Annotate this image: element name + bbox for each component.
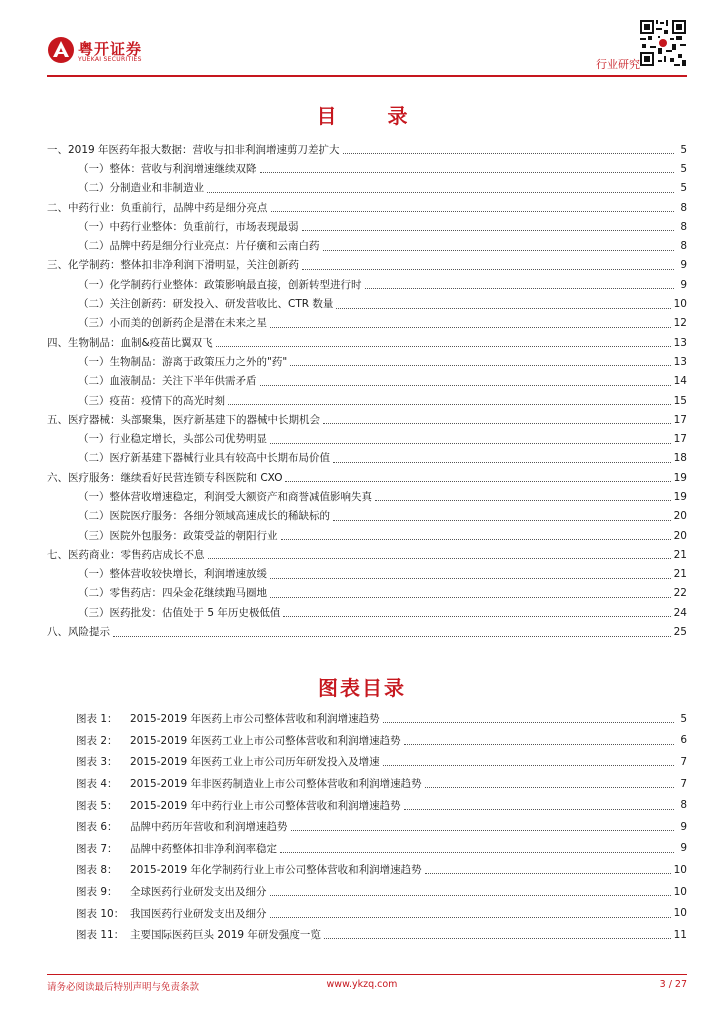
toc-subsection-entry[interactable] (47, 352, 687, 371)
toc-entry-page: 13 (673, 355, 687, 368)
figure-title: 品牌中药历年营收和利润增速趋势 (130, 821, 288, 834)
toc-entry-text: 七、医药商业：零售药店成长不息 (47, 548, 205, 561)
toc-entry-page: 19 (673, 490, 687, 503)
toc-entry-text: （三）疫苗：疫情下的高光时刻 (78, 394, 225, 407)
toc-entry-page: 21 (673, 548, 687, 561)
toc-entry-page: 10 (673, 298, 687, 311)
toc-entry-page: 25 (673, 626, 687, 639)
figure-label: 图表 11： (76, 929, 125, 942)
toc-entry-page: 20 (673, 510, 687, 523)
toc-leader-dots (302, 222, 675, 231)
page-number: 3 / 27 (659, 979, 687, 990)
toc-entry-text: 八、风险提示 (47, 626, 110, 639)
toc-subsection-entry[interactable] (47, 372, 687, 391)
toc-leader-dots (333, 454, 671, 463)
toc-section-entry[interactable] (47, 468, 687, 487)
figure-label: 图表 9： (76, 886, 118, 899)
figure-list-entry[interactable] (76, 902, 687, 924)
toc-leader-dots (208, 550, 671, 559)
toc-entry-text: 四、生物制品：血制&疫苗比翼双飞 (47, 336, 213, 349)
toc-leader-dots (270, 589, 671, 598)
toc-entry-page: 9 (680, 278, 687, 291)
toc-entry-page: 17 (673, 433, 687, 446)
figure-page: 10 (673, 885, 687, 898)
toc-section-entry[interactable] (47, 622, 687, 641)
figure-page: 8 (680, 799, 687, 812)
figure-list-entry[interactable] (76, 730, 687, 752)
toc-entry-text: 三、化学制药：整体扣非净利润下滑明显，关注创新药 (47, 259, 299, 272)
toc-leader-dots (283, 608, 670, 617)
figure-list-entry[interactable] (76, 751, 687, 773)
toc-entry-page: 5 (680, 162, 687, 175)
toc-section-entry[interactable] (47, 140, 687, 159)
figure-label: 图表 4： (76, 778, 118, 791)
toc-entry-text: （一）整体：营收与利润增速继续双降 (78, 162, 257, 175)
toc-entry-page: 8 (680, 201, 687, 214)
toc-subsection-entry[interactable] (47, 179, 687, 198)
toc-entry-page: 15 (673, 394, 687, 407)
toc-entry-text: （三）小而美的创新药企是潜在未来之星 (78, 317, 267, 330)
footer-website[interactable]: www.ykzq.com (326, 979, 398, 990)
toc-leader-dots (285, 473, 670, 482)
figure-title: 2015-2019 年医药工业上市公司历年研发投入及增速 (130, 756, 380, 769)
toc-leader-dots (207, 184, 674, 193)
toc-entry-text: （二）医院医疗服务：各细分领域高速成长的稀缺标的 (78, 510, 330, 523)
figure-label: 图表 6： (76, 821, 118, 834)
figure-label: 图表 2： (76, 734, 118, 747)
toc-subsection-entry[interactable] (47, 584, 687, 603)
figure-leader-dots (425, 865, 671, 874)
toc-subsection-entry[interactable] (47, 507, 687, 526)
toc-entry-text: （一）整体营收较快增长，利润增速放缓 (78, 568, 267, 581)
toc-subsection-entry[interactable] (47, 294, 687, 313)
figure-leader-dots (280, 844, 674, 853)
figure-page: 6 (680, 734, 687, 747)
toc-entry-page: 21 (673, 568, 687, 581)
toc-entry-text: （三）医药批发：估值处于 5 年历史极低值 (78, 606, 281, 619)
toc-entry-page: 12 (673, 317, 687, 330)
figure-list-entry[interactable] (76, 708, 687, 730)
toc-leader-dots (323, 415, 671, 424)
yuekai-logo-icon (47, 36, 75, 64)
toc-entry-page: 5 (680, 143, 687, 156)
figure-page: 10 (673, 907, 687, 920)
toc-entry-text: （一）化学制药行业整体：政策影响最直接，创新转型进行时 (78, 278, 362, 291)
figure-leader-dots (324, 930, 671, 939)
toc-subsection-entry[interactable] (47, 217, 687, 236)
toc-leader-dots (113, 628, 671, 637)
toc-entry-text: （三）医院外包服务：政策受益的朝阳行业 (78, 529, 278, 542)
toc-entry-text: （一）生物制品：游离于政策压力之外的"药" (78, 355, 288, 368)
table-of-contents (47, 140, 687, 642)
toc-leader-dots (270, 319, 671, 328)
figure-list-entry[interactable] (76, 924, 687, 946)
toc-entry-page: 19 (673, 471, 687, 484)
toc-entry-text: （二）关注创新药：研发投入、研发营收比、CTR 数量 (78, 298, 334, 311)
header-divider (47, 75, 687, 77)
figure-page: 9 (680, 842, 687, 855)
figure-leader-dots (270, 909, 671, 918)
toc-leader-dots (365, 280, 675, 289)
toc-title: 目 录 (316, 104, 430, 128)
figure-label: 图表 1： (76, 713, 118, 726)
toc-entry-text: 一、2019 年医药年报大数据：营收与扣非利润增速剪刀差扩大 (47, 143, 340, 156)
toc-entry-page: 9 (680, 259, 687, 272)
brand-logo (47, 36, 177, 68)
toc-subsection-entry[interactable] (47, 603, 687, 622)
figure-label: 图表 5： (76, 799, 118, 812)
figure-title: 2015-2019 年化学制药行业上市公司整体营收和利润增速趋势 (130, 864, 422, 877)
toc-leader-dots (270, 435, 671, 444)
toc-entry-text: （二）品牌中药是细分行业亮点：片仔癀和云南白药 (78, 240, 320, 253)
toc-subsection-entry[interactable] (47, 391, 687, 410)
toc-section-entry[interactable] (47, 545, 687, 564)
toc-entry-text: （二）零售药店：四朵金花继续跑马圈地 (78, 587, 267, 600)
toc-entry-page: 22 (673, 587, 687, 600)
toc-section-entry[interactable] (47, 333, 687, 352)
figure-list-entry[interactable] (76, 838, 687, 860)
toc-section-entry[interactable] (47, 198, 687, 217)
toc-subsection-entry[interactable] (47, 159, 687, 178)
figure-list (76, 708, 687, 946)
toc-entry-page: 17 (673, 413, 687, 426)
toc-leader-dots (323, 242, 675, 251)
toc-entry-text: （一）行业稳定增长，头部公司优势明显 (78, 433, 267, 446)
toc-leader-dots (216, 338, 671, 347)
toc-entry-text: （一）整体营收增速稳定，利润受大额资产和商誉减值影响失真 (78, 490, 372, 503)
toc-entry-text: 二、中药行业：负重前行，品牌中药是细分亮点 (47, 201, 268, 214)
figure-title: 我国医药行业研发支出及细分 (130, 907, 267, 920)
figure-leader-dots (383, 757, 674, 766)
toc-leader-dots (260, 377, 671, 386)
figure-page: 5 (680, 712, 687, 725)
toc-leader-dots (270, 570, 671, 579)
footer-divider (47, 974, 687, 975)
toc-entry-text: 五、医疗器械：头部聚集，医疗新基建下的器械中长期机会 (47, 413, 320, 426)
qr-code-icon (640, 20, 686, 66)
toc-subsection-entry[interactable] (47, 275, 687, 294)
toc-entry-text: （二）血液制品：关注下半年供需矛盾 (78, 375, 257, 388)
figure-title: 2015-2019 年非医药制造业上市公司整体营收和利润增速趋势 (130, 778, 422, 791)
toc-subsection-entry[interactable] (47, 526, 687, 545)
toc-entry-page: 24 (673, 606, 687, 619)
figure-leader-dots (270, 887, 671, 896)
toc-subsection-entry[interactable] (47, 314, 687, 333)
toc-leader-dots (375, 492, 671, 501)
toc-entry-page: 18 (673, 452, 687, 465)
toc-subsection-entry[interactable] (47, 236, 687, 255)
toc-entry-text: 六、医疗服务：继续看好民营连锁专科医院和 CXO (47, 471, 283, 484)
toc-entry-page: 13 (673, 336, 687, 349)
figure-page: 7 (680, 755, 687, 768)
figure-list-entry[interactable] (76, 794, 687, 816)
toc-entry-page: 20 (673, 529, 687, 542)
toc-entry-text: （一）中药行业整体：负重前行，市场表现最弱 (78, 220, 299, 233)
toc-entry-page: 8 (680, 220, 687, 233)
figure-list-entry[interactable] (76, 859, 687, 881)
brand-name-en: YUEKAI SECURITIES (78, 56, 142, 63)
figure-title: 2015-2019 年医药工业上市公司整体营收和利润增速趋势 (130, 734, 401, 747)
figure-title: 全球医药行业研发支出及细分 (130, 886, 267, 899)
toc-leader-dots (271, 203, 675, 212)
toc-leader-dots (343, 145, 674, 154)
figure-list-title: 图表目录 (318, 676, 406, 700)
toc-section-entry[interactable] (47, 256, 687, 275)
figure-leader-dots (383, 714, 674, 723)
footer-disclaimer[interactable]: 请务必阅读最后特别声明与免责条款 (47, 982, 200, 993)
figure-label: 图表 3： (76, 756, 118, 769)
toc-leader-dots (290, 357, 670, 366)
figure-leader-dots (425, 779, 674, 788)
toc-leader-dots (302, 261, 674, 270)
toc-subsection-entry[interactable] (47, 565, 687, 584)
toc-entry-page: 5 (680, 182, 687, 195)
toc-leader-dots (260, 164, 675, 173)
brand-name-cn: 粤开证券 (78, 40, 143, 58)
figure-title: 品牌中药整体扣非净利润率稳定 (130, 842, 277, 855)
figure-title: 2015-2019 年医药上市公司整体营收和利润增速趋势 (130, 713, 380, 726)
toc-leader-dots (228, 396, 671, 405)
toc-leader-dots (336, 300, 670, 309)
figure-page: 10 (673, 863, 687, 876)
toc-subsection-entry[interactable] (47, 429, 687, 448)
figure-page: 9 (680, 820, 687, 833)
figure-label: 图表 7： (76, 842, 118, 855)
toc-subsection-entry[interactable] (47, 487, 687, 506)
figure-page: 11 (673, 928, 687, 941)
figure-title: 主要国际医药巨头 2019 年研发强度一览 (130, 929, 321, 942)
figure-label: 图表 10： (76, 907, 125, 920)
figure-leader-dots (404, 736, 674, 745)
toc-leader-dots (281, 531, 671, 540)
figure-list-entry[interactable] (76, 881, 687, 903)
toc-entry-page: 14 (673, 375, 687, 388)
toc-section-entry[interactable] (47, 410, 687, 429)
figure-list-entry[interactable] (76, 773, 687, 795)
toc-entry-text: （二）分制造业和非制造业 (78, 182, 204, 195)
figure-list-entry[interactable] (76, 816, 687, 838)
toc-leader-dots (333, 512, 671, 521)
figure-leader-dots (291, 822, 675, 831)
toc-entry-page: 8 (680, 240, 687, 253)
figure-label: 图表 8： (76, 864, 118, 877)
figure-title: 2015-2019 年中药行业上市公司整体营收和利润增速趋势 (130, 799, 401, 812)
figure-leader-dots (404, 801, 674, 810)
toc-entry-text: （二）医疗新基建下器械行业具有较高中长期布局价值 (78, 452, 330, 465)
report-category: 行业研究 (596, 58, 640, 71)
toc-subsection-entry[interactable] (47, 449, 687, 468)
figure-page: 7 (680, 777, 687, 790)
